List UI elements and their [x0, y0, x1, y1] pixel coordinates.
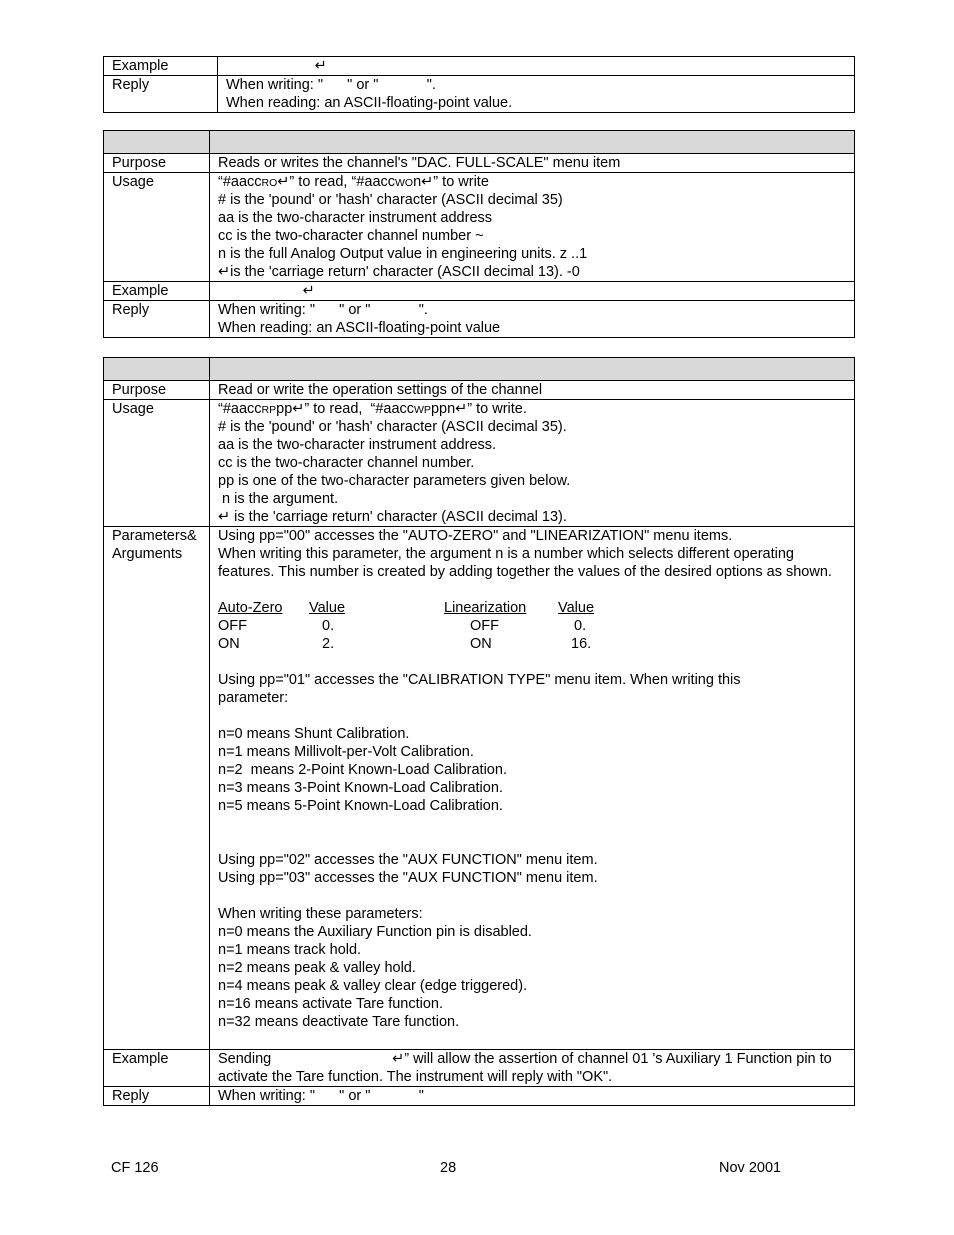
list-item: n=0 means the Auxiliary Function pin is disabled. — [218, 924, 532, 940]
footer-left: CF 126 — [111, 1160, 159, 1176]
list-item: n=5 means 5-Point Known-Load Calibration. — [218, 798, 503, 814]
reply-row — [104, 301, 855, 338]
param-paragraph: Using pp="01" accesses the "CALIBRATION TYPE" menu item. When writing this parameter: — [218, 672, 741, 706]
usage-row — [104, 173, 855, 282]
usage-syntax: “#aaccRO↵” to read, “#aaccWOn↵” to write — [218, 174, 489, 190]
footer-page-number: 28 — [440, 1160, 457, 1176]
example-cell — [218, 57, 855, 76]
usage-line: cc is the two-character channel number ~ — [218, 228, 484, 244]
purpose-label: Purpose — [104, 381, 210, 400]
command-table-1 — [103, 56, 855, 113]
usage-line: aa is the two-character instrument address — [218, 210, 493, 226]
usage-label: Usage — [104, 400, 210, 527]
list-item: n=3 means 3-Point Known-Load Calibration. — [218, 780, 503, 796]
usage-line: # is the 'pound' or 'hash' character (ASCII decimal 35). — [218, 419, 567, 435]
example-cell — [210, 282, 855, 301]
list-item: n=4 means peak & valley clear (edge triggered). — [218, 978, 528, 994]
parameters-cell — [210, 527, 855, 1050]
reply-label: Reply — [104, 1087, 210, 1106]
reply-line: When reading: an ASCII-floating-point value. — [226, 95, 513, 111]
reply-label: Reply — [104, 301, 210, 338]
reply-line: When writing: " " or " ". — [218, 302, 428, 318]
command-table-2 — [103, 130, 855, 338]
option-value-table — [218, 599, 854, 653]
purpose-text: Read or write the operation settings of the channel — [210, 381, 855, 400]
list-item: n=0 means Shunt Calibration. — [218, 726, 410, 742]
param-text: Using pp="03" accesses the "AUX FUNCTION" menu item. — [218, 870, 598, 886]
example-row — [104, 282, 855, 301]
param-paragraph: When writing this parameter, the argument n is a number which selects different operating features. This number is created by adding together the values of the desired options as shown. — [218, 546, 832, 580]
list-item: n=2 means 2-Point Known-Load Calibration. — [218, 762, 507, 778]
usage-line: cc is the two-character channel number. — [218, 455, 475, 471]
usage-row — [104, 400, 855, 527]
option-cell: ON — [218, 636, 240, 652]
list-item: n=16 means activate Tare function. — [218, 996, 444, 1012]
reply-row — [104, 1087, 855, 1106]
table-header-row — [104, 131, 855, 154]
usage-line: ↵ is the 'carriage return' character (ASCII decimal 13). — [218, 509, 567, 525]
example-row — [104, 1050, 855, 1087]
example-row — [104, 57, 855, 76]
reply-cell — [210, 1087, 855, 1106]
list-item: n=1 means Millivolt-per-Volt Calibration. — [218, 744, 474, 760]
list-item: n=1 means track hold. — [218, 942, 362, 958]
reply-row — [104, 76, 855, 113]
param-text: Using pp="02" accesses the "AUX FUNCTION" menu item. — [218, 852, 598, 868]
col-header: Value — [558, 600, 595, 616]
example-label: Example — [104, 282, 210, 301]
usage-label: Usage — [104, 173, 210, 282]
table-header-row — [104, 358, 855, 381]
list-item: n=32 means deactivate Tare function. — [218, 1014, 460, 1030]
param-text: Using pp="00" accesses the "AUTO-ZERO" and "LINEARIZATION" menu items. — [218, 528, 733, 544]
usage-line: ↵is the 'carriage return' character (ASCII decimal 13). -0 — [218, 264, 580, 280]
col-header: Linearization — [444, 600, 527, 616]
command-table-3 — [103, 357, 855, 1106]
example-text: Sending ↵” will allow the assertion of channel 01 's Auxiliary 1 Function pin to activate the Tare function. The instrument will reply with "OK". — [218, 1051, 836, 1085]
reply-line: When reading: an ASCII-floating-point value — [218, 320, 501, 336]
footer-date: Nov 2001 — [719, 1160, 782, 1176]
option-cell: OFF — [470, 618, 499, 634]
usage-line: # is the 'pound' or 'hash' character (ASCII decimal 35) — [218, 192, 563, 208]
value-cell: 2. — [322, 636, 335, 652]
purpose-row — [104, 381, 855, 400]
option-cell: ON — [470, 636, 492, 652]
parameters-row — [104, 527, 855, 1050]
col-header: Value — [309, 600, 346, 616]
reply-label: Reply — [104, 76, 218, 113]
value-cell: 0. — [322, 618, 335, 634]
example-text: ↵ — [218, 283, 315, 299]
usage-line: n is the argument. — [218, 491, 339, 507]
purpose-label: Purpose — [104, 154, 210, 173]
usage-syntax: “#aaccRPpp↵” to read, “#aaccWPppn↵” to write. — [218, 401, 527, 417]
example-cell — [210, 1050, 855, 1087]
parameters-label: Parameters& Arguments — [104, 527, 210, 1050]
reply-cell — [218, 76, 855, 113]
purpose-text: Reads or writes the channel's "DAC. FULL-SCALE" menu item — [210, 154, 855, 173]
option-cell: OFF — [218, 618, 247, 634]
list-item: n=2 means peak & valley hold. — [218, 960, 416, 976]
reply-cell — [210, 301, 855, 338]
usage-cell — [210, 400, 855, 527]
example-label: Example — [104, 1050, 210, 1087]
col-header: Auto-Zero — [218, 600, 283, 616]
example-text: ↵ — [226, 58, 327, 74]
reply-line: When writing: " " or " " — [218, 1088, 424, 1104]
usage-line: n is the full Analog Output value in engineering units. z ..1 — [218, 246, 588, 262]
usage-cell — [210, 173, 855, 282]
example-label: Example — [104, 57, 218, 76]
value-cell: 0. — [574, 618, 587, 634]
value-cell: 16. — [571, 636, 592, 652]
reply-line: When writing: " " or " ". — [226, 77, 436, 93]
purpose-row — [104, 154, 855, 173]
usage-line: pp is one of the two-character parameters given below. — [218, 473, 571, 489]
usage-line: aa is the two-character instrument address. — [218, 437, 497, 453]
param-text: When writing these parameters: — [218, 906, 423, 922]
